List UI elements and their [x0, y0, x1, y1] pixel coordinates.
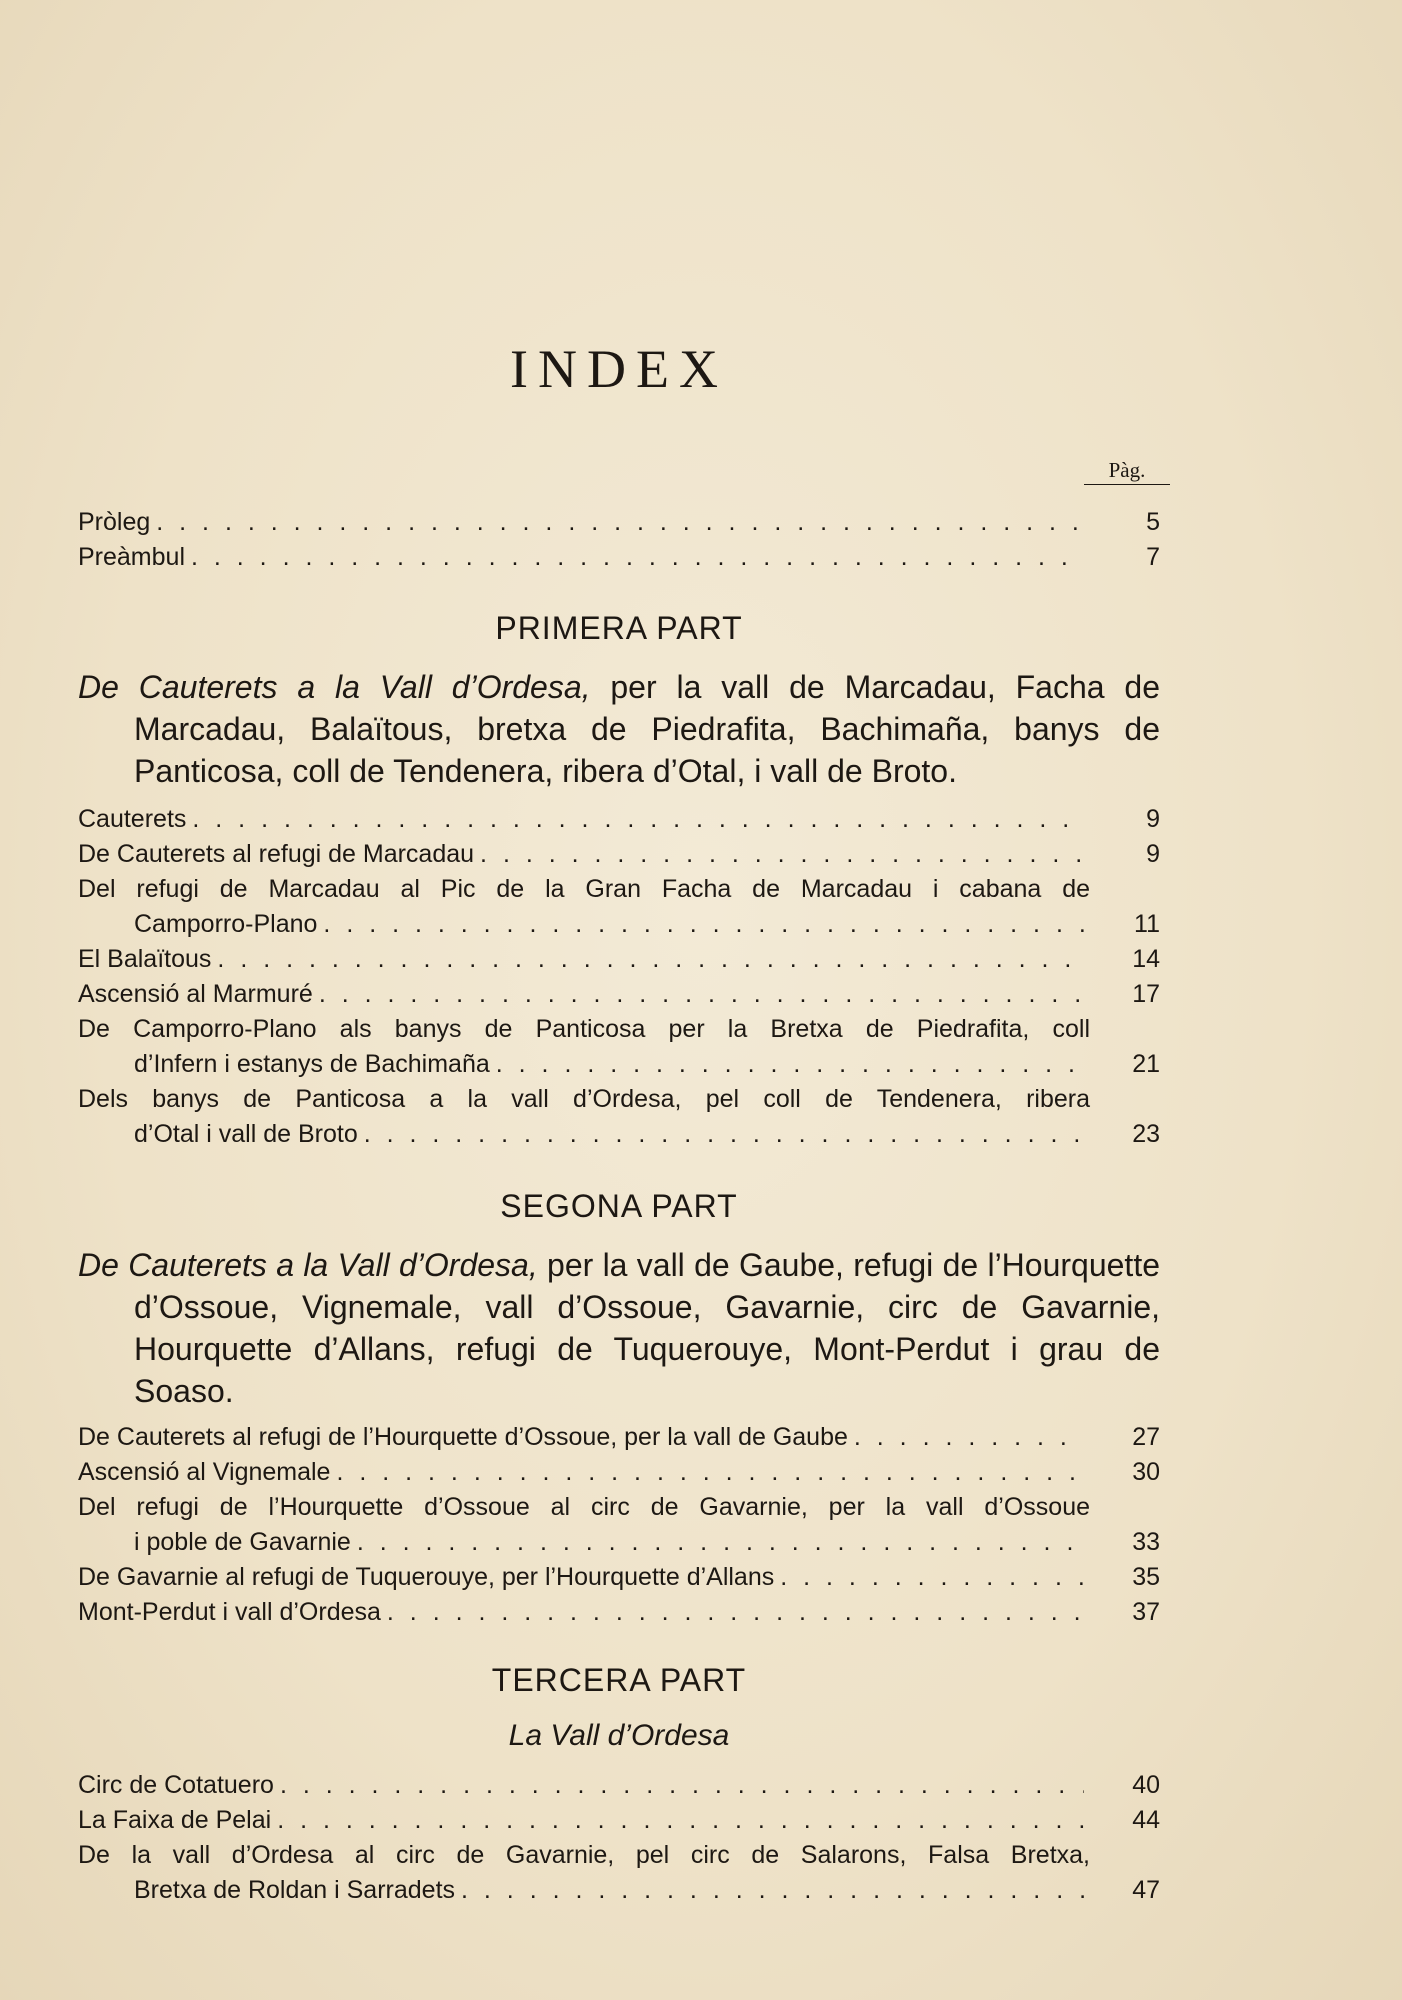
- part-description-rest: per la vall de Gaube, refugi de l’Hourquette d’Ossoue, Vignemale, vall d’Ossoue, Gavarnie, circ de Gavarnie, Hourquette d’Allans, refugi de Tuquerouye, Mont-Perdut i grau de Soaso.: [134, 1247, 1161, 1409]
- toc-entry-title: De Gavarnie al refugi de Tuquerouye, per l’Hourquette d’Allans: [78, 1563, 775, 1591]
- toc-entry-title-line1: Del refugi de Marcadau al Pic de la Gran Facha de Marcadau i cabana de: [78, 875, 1090, 903]
- part-entries: [78, 1420, 1160, 1630]
- toc-entry-title: Ascensió al Vignemale: [78, 1458, 331, 1486]
- dot-leader: [280, 1768, 1084, 1803]
- toc-entry-title: Preàmbul: [78, 543, 185, 571]
- dot-leader: [364, 1117, 1084, 1152]
- toc-entry-title-line1: De la vall d’Ordesa al circ de Gavarnie, pel circ de Salarons, Falsa Bretxa,: [78, 1841, 1090, 1869]
- part-3: [78, 1660, 1160, 1908]
- part-heading: PRIMERA PART: [495, 610, 743, 646]
- toc-entry-page: 30: [1132, 1458, 1160, 1486]
- dot-leader: [480, 837, 1084, 872]
- toc-entry-page: 47: [1132, 1876, 1160, 1904]
- toc-entry[interactable]: [78, 942, 1160, 977]
- toc-entry-title: d’Infern i estanys de Bachimaña: [134, 1050, 490, 1078]
- toc-entry[interactable]: [78, 977, 1160, 1012]
- toc-entry[interactable]: [78, 505, 1160, 540]
- page-column-header: Pàg.: [1084, 458, 1170, 485]
- toc-entry-page: 14: [1132, 945, 1160, 973]
- toc-entry-page: 17: [1132, 980, 1160, 1008]
- toc-entry[interactable]: [78, 1012, 1160, 1082]
- toc-entry-title: i poble de Gavarnie: [134, 1528, 351, 1556]
- toc-entry-title: Cauterets: [78, 805, 187, 833]
- toc-entry[interactable]: [78, 1768, 1160, 1803]
- toc-entry-page: 37: [1132, 1598, 1160, 1626]
- dot-leader: [192, 802, 1084, 837]
- part-entries: [78, 802, 1160, 1152]
- toc-entry-page: 21: [1132, 1050, 1160, 1078]
- toc-entry-page: 9: [1146, 805, 1160, 833]
- dot-leader: [191, 540, 1084, 575]
- toc-entry-page: 9: [1146, 840, 1160, 868]
- toc-entry[interactable]: [78, 872, 1160, 942]
- part-entries: [78, 1768, 1160, 1908]
- toc-entry-title: Mont-Perdut i vall d’Ordesa: [78, 1598, 381, 1626]
- part-2: [78, 1186, 1160, 1630]
- toc-entry[interactable]: [78, 540, 1160, 575]
- dot-leader: [357, 1525, 1084, 1560]
- toc-entry-title: Bretxa de Roldan i Sarradets: [134, 1876, 456, 1904]
- toc-entry-title: Camporro-Plano: [134, 910, 318, 938]
- toc-entry-title: La Faixa de Pelai: [78, 1806, 272, 1834]
- toc-entry-title: Circ de Cotatuero: [78, 1771, 274, 1799]
- part-description-italic: De Cauterets a la Vall d’Ordesa,: [78, 669, 591, 705]
- dot-leader: [217, 942, 1084, 977]
- part-description-italic: De Cauterets a la Vall d’Ordesa,: [78, 1247, 538, 1283]
- dot-leader: [319, 977, 1084, 1012]
- toc-entry[interactable]: [78, 1838, 1160, 1908]
- toc-entry-page: 7: [1146, 543, 1160, 571]
- dot-leader: [780, 1560, 1084, 1595]
- toc-entry[interactable]: [78, 1455, 1160, 1490]
- dot-leader: [336, 1455, 1084, 1490]
- toc-entry-page: 23: [1132, 1120, 1160, 1148]
- toc-entry[interactable]: [78, 1595, 1160, 1630]
- toc-entry-page: 35: [1132, 1563, 1160, 1591]
- part-description-rest: per la vall de Marcadau, Facha de Marcadau, Balaïtous, bretxa de Piedrafita, Bachimaña, banys de Panticosa, coll de Tendenera, ribera d’Otal, i vall de Broto.: [134, 669, 1161, 789]
- toc-entry-page: 27: [1132, 1423, 1160, 1451]
- dot-leader: [323, 907, 1084, 942]
- toc-entry[interactable]: [78, 802, 1160, 837]
- toc-entry-title: El Balaïtous: [78, 945, 212, 973]
- toc-entry-title: Ascensió al Marmuré: [78, 980, 313, 1008]
- toc-entry[interactable]: [78, 1420, 1160, 1455]
- toc-entry-page: 40: [1132, 1771, 1160, 1799]
- part-subheading: La Vall d’Ordesa: [508, 1719, 730, 1752]
- toc-entry-page: 5: [1146, 508, 1160, 536]
- toc-entry[interactable]: [78, 1490, 1160, 1560]
- part-heading: SEGONA PART: [500, 1188, 738, 1224]
- toc-entry-page: 33: [1132, 1528, 1160, 1556]
- toc-entry-title-line1: Del refugi de l’Hourquette d’Ossoue al circ de Gavarnie, per la vall d’Ossoue: [78, 1493, 1090, 1521]
- toc-entry[interactable]: [78, 837, 1160, 872]
- toc-entry-title: d’Otal i vall de Broto: [134, 1120, 358, 1148]
- toc-entry[interactable]: [78, 1803, 1160, 1838]
- part-heading: TERCERA PART: [491, 1662, 747, 1698]
- dot-leader: [496, 1047, 1084, 1082]
- toc-entry-page: 44: [1132, 1806, 1160, 1834]
- part-description: [78, 1244, 1160, 1412]
- dot-leader: [387, 1595, 1084, 1630]
- page-title: INDEX: [510, 339, 728, 399]
- toc-entry[interactable]: [78, 1082, 1160, 1152]
- dot-leader: [461, 1873, 1084, 1908]
- part-1: [78, 608, 1160, 1152]
- dot-leader: [854, 1420, 1084, 1455]
- toc-entry-title: De Cauterets al refugi de l’Hourquette d’Ossoue, per la vall de Gaube: [78, 1423, 848, 1451]
- toc-entry-title-line1: Dels banys de Panticosa a la vall d’Ordesa, pel coll de Tendenera, ribera: [78, 1085, 1090, 1113]
- toc-entry-title: De Cauterets al refugi de Marcadau: [78, 840, 475, 868]
- toc-entry-page: 11: [1134, 910, 1160, 938]
- toc-entry-title: Pròleg: [78, 508, 151, 536]
- front-matter-list: [78, 505, 1160, 575]
- part-description: [78, 666, 1160, 792]
- toc-entry[interactable]: [78, 1560, 1160, 1595]
- dot-leader: [277, 1803, 1084, 1838]
- dot-leader: [156, 505, 1084, 540]
- toc-entry-title-line1: De Camporro-Plano als banys de Panticosa per la Bretxa de Piedrafita, coll: [78, 1015, 1090, 1043]
